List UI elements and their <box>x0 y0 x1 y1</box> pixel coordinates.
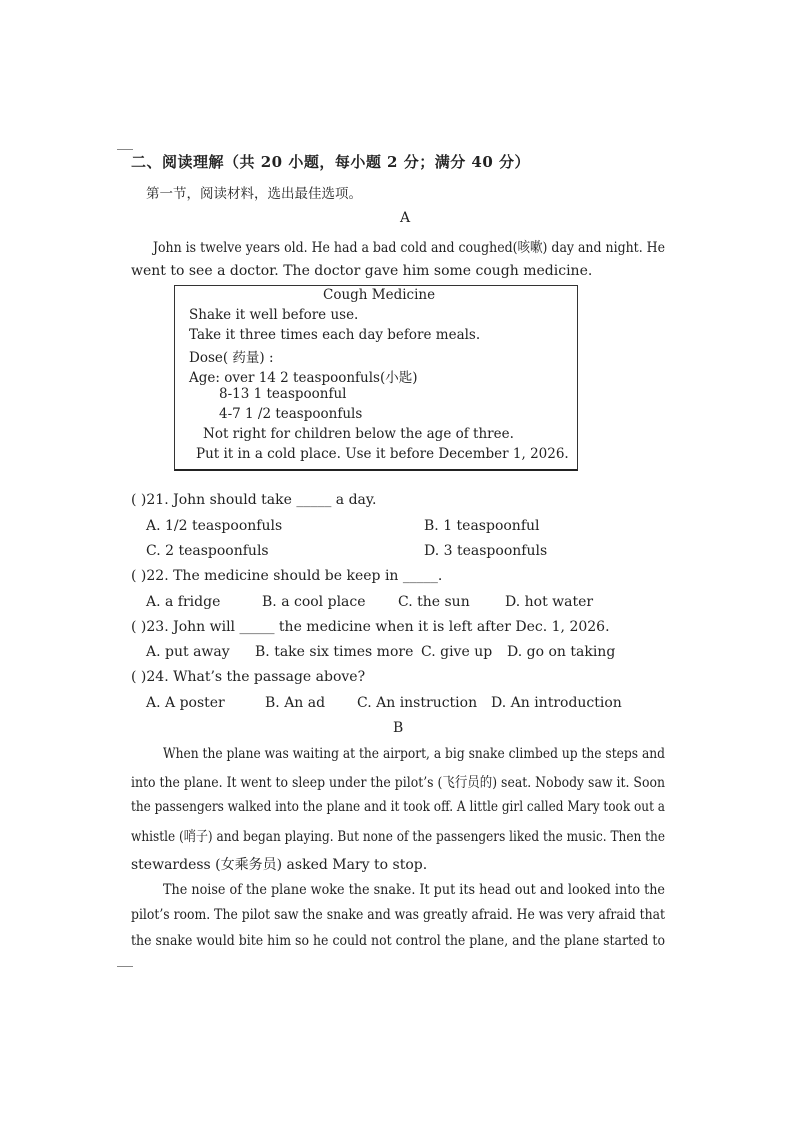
question-23-option-a: A. put away <box>146 644 230 660</box>
top-rule <box>117 149 133 150</box>
medicine-box <box>174 285 578 471</box>
medicine-line: Age: over 14 2 teaspoonfuls(小匙) <box>189 370 418 386</box>
passage-a-line-1: John is twelve years old. He had a bad cold and coughed(咳嗽) day and night. He <box>153 240 665 256</box>
passage-b-line: the snake would bite him so he could not control the plane, and the plane started to <box>131 933 665 949</box>
medicine-line: Take it three times each day before meals. <box>189 327 481 343</box>
question-24-option-c: C. An instruction <box>357 695 478 711</box>
question-21-stem: ( )21. John should take _____ a day. <box>131 492 377 508</box>
question-24-option-b: B. An ad <box>265 695 326 711</box>
question-22-option-c: C. the sun <box>398 594 470 610</box>
question-22-option-b: B. a cool place <box>262 594 366 610</box>
question-24-stem: ( )24. What’s the passage above? <box>131 669 366 685</box>
passage-b-line: stewardess (女乘务员) asked Mary to stop. <box>131 857 428 873</box>
question-21-option-d: D. 3 teaspoonfuls <box>424 543 548 559</box>
passage-b-line: into the plane. It went to sleep under the pilot’s (飞行员的) seat. Nobody saw it. Soon <box>131 775 665 791</box>
question-22-option-d: D. hot water <box>505 594 594 610</box>
bottom-rule <box>117 966 133 967</box>
medicine-box-title: Cough Medicine <box>323 287 436 303</box>
medicine-line: Put it in a cold place. Use it before December 1, 2026. <box>196 446 569 462</box>
part-instruction: 第一节，阅读材料，选出最佳选项。 <box>146 186 362 202</box>
question-21-option-a: A. 1/2 teaspoonfuls <box>146 518 283 534</box>
passage-b-line: When the plane was waiting at the airport, a big snake climbed up the steps and <box>163 746 665 762</box>
passage-b-label: B <box>393 720 404 736</box>
question-23-option-d: D. go on taking <box>507 644 616 660</box>
question-24-option-d: D. An introduction <box>491 695 622 711</box>
medicine-line: 8-13 1 teaspoonful <box>219 386 347 402</box>
question-22-stem: ( )22. The medicine should be keep in _____. <box>131 568 443 584</box>
question-24-option-a: A. A poster <box>146 695 225 711</box>
question-22-option-a: A. a fridge <box>146 594 221 610</box>
question-23-option-c: C. give up <box>421 644 493 660</box>
medicine-line: Shake it well before use. <box>189 307 359 323</box>
passage-b-line: whistle (哨子) and began playing. But none of the passengers liked the music. Then the <box>131 829 665 845</box>
passage-a-line-2: went to see a doctor. The doctor gave him some cough medicine. <box>131 263 593 279</box>
passage-b-line: the passengers walked into the plane and it took off. A little girl called Mary took out a <box>131 799 665 815</box>
medicine-line: Not right for children below the age of three. <box>203 426 514 442</box>
passage-b-line: pilot’s room. The pilot saw the snake and was greatly afraid. He was very afraid that <box>131 907 665 923</box>
passage-a-label: A <box>400 210 411 226</box>
medicine-line: Dose( 药量) : <box>189 350 274 366</box>
passage-b-line: The noise of the plane woke the snake. It put its head out and looked into the <box>163 882 665 898</box>
question-23-option-b: B. take six times more <box>255 644 414 660</box>
question-23-stem: ( )23. John will _____ the medicine when it is left after Dec. 1, 2026. <box>131 619 610 635</box>
question-21-option-c: C. 2 teaspoonfuls <box>146 543 269 559</box>
medicine-line: 4-7 1 /2 teaspoonfuls <box>219 406 363 422</box>
section-header: 二、阅读理解（共 20 小题，每小题 2 分；满分 40 分） <box>131 153 531 171</box>
question-21-option-b: B. 1 teaspoonful <box>424 518 540 534</box>
